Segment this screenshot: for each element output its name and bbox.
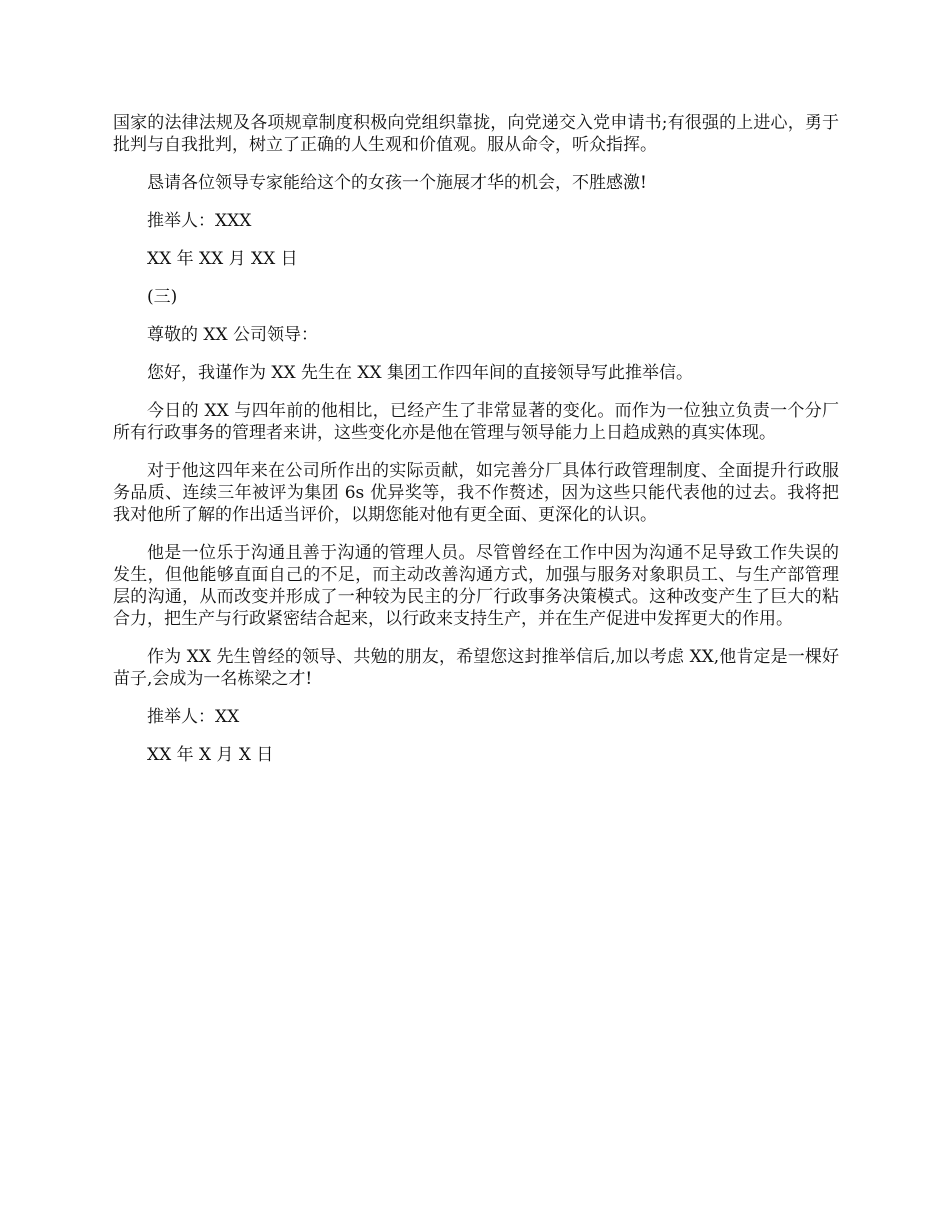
- body-paragraph: 对于他这四年来在公司所作出的实际贡献，如完善分厂具体行政管理制度、全面提升行政服务品质、连续三年被评为集团 6s 优异奖等，我不作赘述，因为这些只能代表他的过去。我将把我对他所了解的作出适当评价，以期您能对他有更全面、更深化的认识。: [113, 461, 839, 525]
- recommender-line: 推举人：XX: [147, 707, 240, 727]
- date-line: XX 年 XX 月 XX 日: [147, 249, 298, 269]
- section-number: (三): [147, 287, 178, 307]
- recommender-line: 推举人：XXX: [147, 211, 252, 231]
- greeting-paragraph: 您好，我谨作为 XX 先生在 XX 集团工作四年间的直接领导写此推举信。: [147, 363, 694, 383]
- paragraph-continuation: 国家的法律法规及各项规章制度积极向党组织靠拢，向党递交入党申请书;有很强的上进心，勇于批判与自我批判，树立了正确的人生观和价值观。服从命令，听众指挥。: [113, 113, 839, 155]
- body-paragraph: 他是一位乐于沟通且善于沟通的管理人员。尽管曾经在工作中因为沟通不足导致工作失误的发生，但他能够直面自己的不足，而主动改善沟通方式，加强与服务对象职员工、与生产部管理层的沟通，从而改变并形成了一种较为民主的分厂行政事务决策模式。这种改变产生了巨大的粘合力，把生产与行政紧密结合起来，以行政来支持生产，并在生产促进中发挥更大的作用。: [113, 543, 839, 629]
- closing-paragraph: 作为 XX 先生曾经的领导、共勉的朋友，希望您这封推举信后,加以考虑 XX,他肯定是一棵好苗子,会成为一名栋梁之才!: [113, 647, 839, 689]
- body-paragraph: 今日的 XX 与四年前的他相比，已经产生了非常显著的变化。而作为一位独立负责一个分厂所有行政事务的管理者来讲，这些变化亦是他在管理与领导能力上日趋成熟的真实体现。: [113, 401, 839, 443]
- date-line: XX 年 X 月 X 日: [147, 745, 274, 765]
- document-page: [113, 112, 839, 782]
- salutation: 尊敬的 XX 公司领导：: [147, 325, 319, 345]
- paragraph-request: 恳请各位领导专家能给这个的女孩一个施展才华的机会，不胜感激!: [147, 173, 647, 193]
